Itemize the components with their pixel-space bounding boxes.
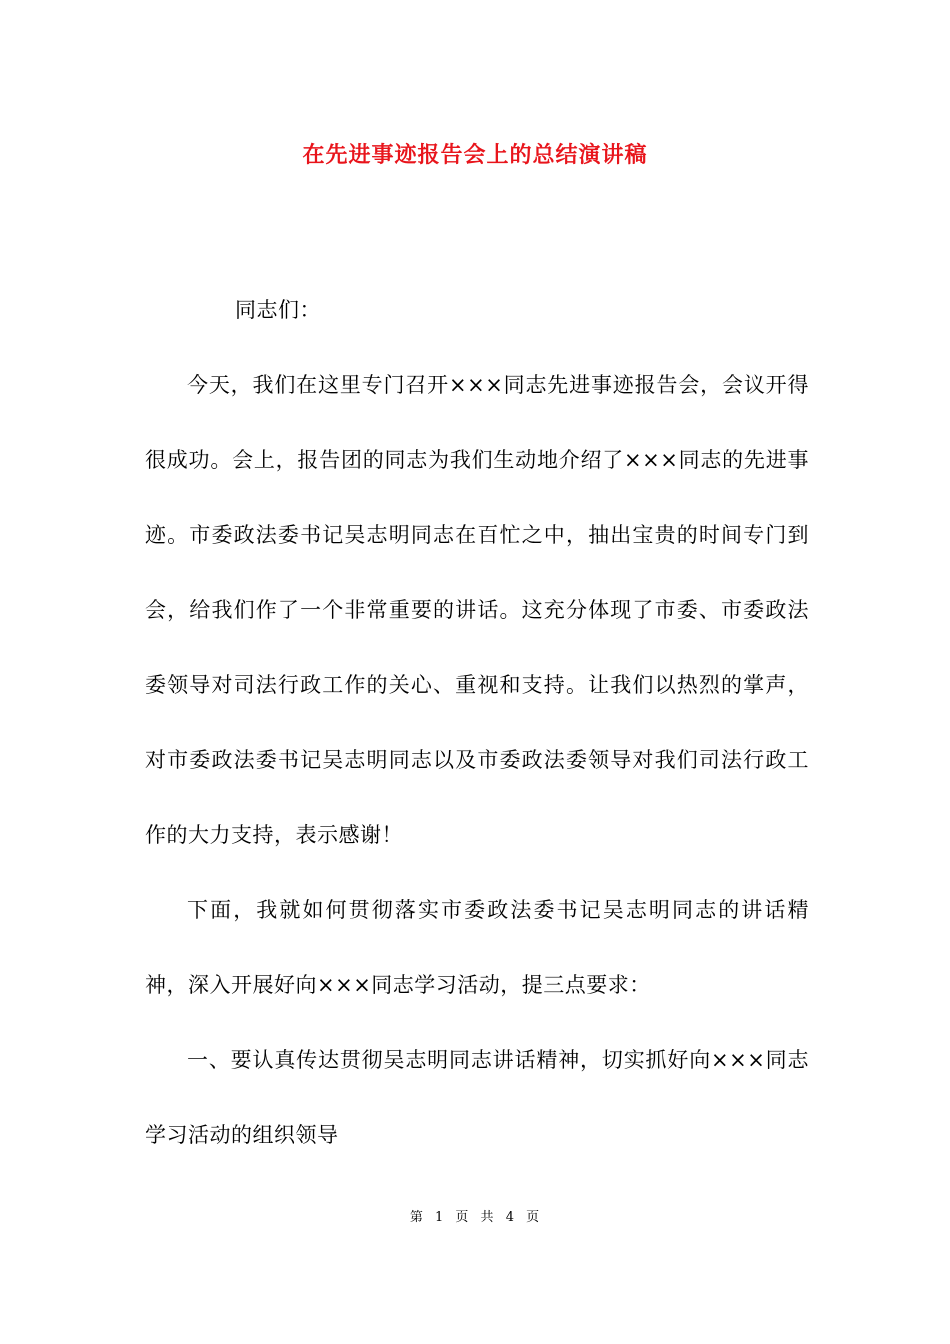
page-number-footer: 第 1 页 共 4 页: [409, 1210, 541, 1225]
document-body: [145, 273, 809, 1173]
paragraph-3: 一、要认真传达贯彻吴志明同志讲话精神，切实抓好向×××同志学习活动的组织领导: [145, 1048, 809, 1147]
salutation: 同志们：: [235, 298, 321, 322]
paragraph-2: 下面，我就如何贯彻落实市委政法委书记吴志明同志的讲话精神，深入开展好向×××同志学习活动，提三点要求：: [145, 898, 809, 997]
document-title: 在先进事迹报告会上的总结演讲稿: [302, 142, 648, 168]
paragraph-1: 今天，我们在这里专门召开×××同志先进事迹报告会，会议开得很成功。会上，报告团的同志为我们生动地介绍了×××同志的先进事迹。市委政法委书记吴志明同志在百忙之中，抽出宝贵的时间专门到会，给我们作了一个非常重要的讲话。这充分体现了市委、市委政法委领导对司法行政工作的关心、重视和支持。让我们以热烈的掌声，对市委政法委书记吴志明同志以及市委政法委领导对我们司法行政工作的大力支持，表示感谢！: [145, 373, 809, 847]
